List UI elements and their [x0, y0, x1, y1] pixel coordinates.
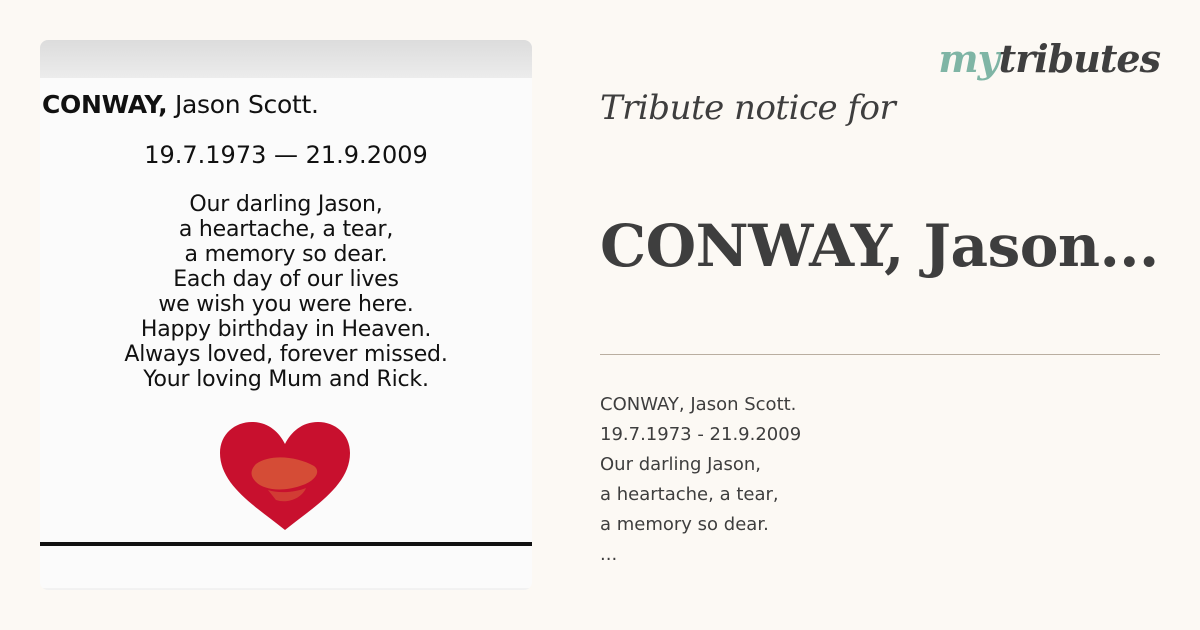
- notice-name: [42, 90, 319, 119]
- excerpt-line: a heartache, a tear,: [600, 484, 779, 505]
- notice-excerpt: [600, 390, 1160, 570]
- notice-verse-line: Happy birthday in Heaven.: [140, 317, 432, 342]
- notice-verse: [40, 192, 532, 392]
- page-title: CONWAY, Jason...: [600, 212, 1159, 280]
- excerpt-line: a memory so dear.: [600, 514, 769, 535]
- excerpt-line: CONWAY, Jason Scott.: [600, 394, 797, 415]
- page-subtitle: Tribute notice for: [600, 88, 896, 128]
- notice-image[interactable]: [40, 40, 532, 590]
- heart-icon: [218, 420, 352, 532]
- notice-bottom-rule: [40, 542, 532, 546]
- notice-surname: CONWAY,: [42, 90, 168, 119]
- divider: [600, 354, 1160, 355]
- logo-tributes: tributes: [998, 36, 1160, 81]
- notice-verse-line: Your loving Mum and Rick.: [143, 367, 429, 392]
- logo-my: my: [938, 36, 999, 81]
- excerpt-line: Our darling Jason,: [600, 454, 761, 475]
- notice-top-shade: [40, 40, 532, 78]
- excerpt-ellipsis: ...: [600, 544, 618, 565]
- notice-verse-line: Each day of our lives: [173, 267, 399, 292]
- notice-given-names: Jason Scott.: [167, 90, 319, 119]
- notice-verse-line: a memory so dear.: [184, 242, 388, 267]
- notice-verse-line: Our darling Jason,: [189, 192, 383, 217]
- notice-dates: 19.7.1973 — 21.9.2009: [144, 141, 428, 169]
- notice-verse-line: Always loved, forever missed.: [124, 342, 448, 367]
- mytributes-logo[interactable]: [938, 36, 1160, 81]
- notice-bottom-shade: [40, 588, 532, 590]
- excerpt-line: 19.7.1973 - 21.9.2009: [600, 424, 802, 445]
- notice-verse-line: a heartache, a tear,: [178, 217, 394, 242]
- notice-verse-line: we wish you were here.: [158, 292, 414, 317]
